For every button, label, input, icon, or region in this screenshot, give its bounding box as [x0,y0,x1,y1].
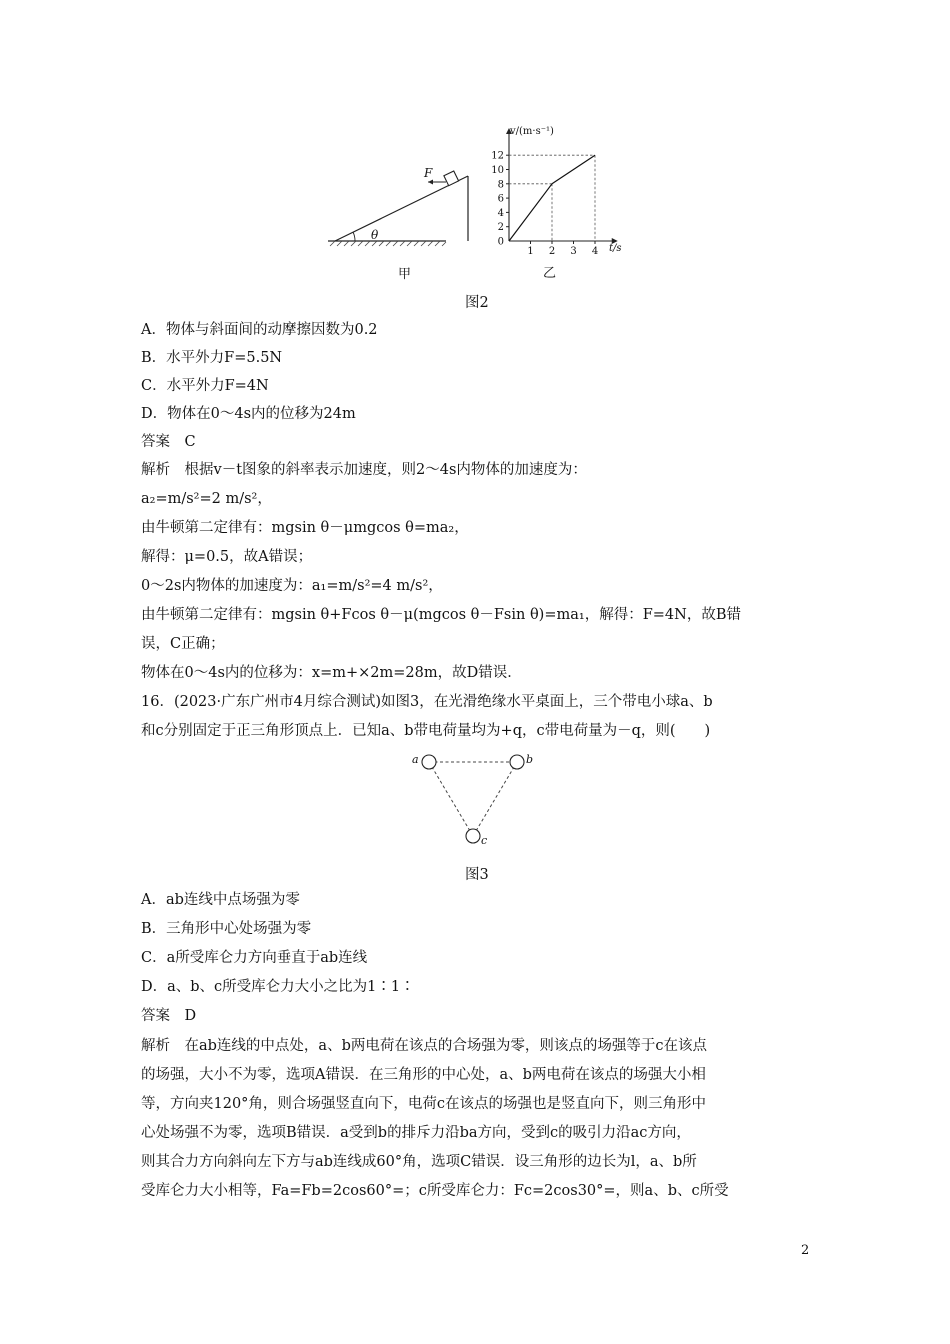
incline-diagram [320,160,480,260]
y-tick-label: 2 [497,222,504,234]
q15-option-a: A．物体与斜面间的动摩擦因数为0.2 [141,322,378,338]
q16-option-b: B．三角形中心处场强为零 [141,921,312,937]
charge-b [510,755,524,769]
q16-analysis-line: 解析 在ab连线的中点处，a、b两电荷在该点的合场强为零，则该点的场强等于c在该点 [141,1038,707,1054]
y-tick-label: 12 [491,150,504,162]
q15-answer: 答案 C [141,434,196,450]
series-segment [552,155,595,184]
charge-a-label: a [412,753,419,766]
q15-analysis-line: 由牛顿第二定律有：mgsin θ+Fcos θ－μ(mgcos θ－Fsin θ)=ma₁，解得：F=4N，故B错 [141,607,741,623]
x-tick-label: 4 [591,246,599,255]
q16-analysis-line: 受库仑力大小相等，Fa=Fb=2cos60°=；c所受库仑力：Fc=2cos30°=，则a、b、c所受 [141,1183,729,1199]
force-label: F [424,166,433,180]
figure3-caption: 图3 [465,867,489,883]
y-tick-label: 10 [491,165,504,176]
q16-answer: 答案 D [141,1008,197,1024]
y-tick-label: 0 [497,236,504,248]
q16-stem-line: 和c分别固定于正三角形顶点上．已知a、b带电荷量均为+q，c带电荷量为－q，则( ) [141,723,711,739]
figure2-caption: 图2 [465,295,489,311]
q16-option-d: D．a、b、c所受库仑力大小之比为1∶1∶ [141,979,415,995]
q16-analysis-line: 心处场强不为零，选项B错误．a受到b的排斥力沿ba方向，受到c的吸引力沿ac方向， [141,1125,691,1141]
q16-analysis-line: 的场强，大小不为零，选项A错误．在三角形的中心处，a、b两电荷在该点的场强大小相 [141,1067,706,1083]
vt-graph [480,125,630,255]
y-tick-label: 6 [497,193,504,205]
q15-option-b: B．水平外力F=5.5N [141,350,283,366]
charge-b-label: b [526,753,534,766]
q16-analysis-line: 则其合力方向斜向左下方与ab连线成60°角，选项C错误．设三角形的边长为l，a、b所 [141,1154,697,1170]
q16-option-c: C．a所受库仑力方向垂直于ab连线 [141,950,368,966]
page-number: 2 [801,1243,810,1258]
x-axis-label: t/s [609,243,622,254]
q15-analysis-line: 0～2s内物体的加速度为：a₁=m/s²=4 m/s²， [141,578,443,594]
x-tick-label: 1 [527,246,534,255]
charge-a [422,755,436,769]
charge-triangle-diagram [405,752,545,852]
yi-label: 乙 [543,266,557,281]
x-tick-label: 2 [548,246,556,255]
angle-label: θ [371,228,379,242]
q15-analysis-line: a₂=m/s²=2 m/s²， [141,491,272,507]
q15-analysis-line: 物体在0～4s内的位移为：x=m+×2m=28m，故D错误． [141,665,522,681]
y-tick-label: 8 [497,179,504,191]
q15-analysis-line: 由牛顿第二定律有：mgsin θ－μmgcos θ=ma₂， [141,520,469,536]
q15-analysis-line: 解得：μ=0.5，故A错误； [141,549,313,565]
jia-label: 甲 [398,267,412,282]
q15-option-d: D．物体在0～4s内的位移为24m [141,406,356,422]
charge-c-label: c [481,834,488,847]
series-segment [509,184,552,241]
x-tick-label: 3 [570,246,577,255]
q16-analysis-line: 等，方向夹120°角，则合场强竖直向下，电荷c在该点的场强也是竖直向下，则三角形中 [141,1096,707,1112]
q16-option-a: A．ab连线中点场强为零 [141,892,300,908]
q15-option-c: C．水平外力F=4N [141,378,269,394]
y-tick-label: 4 [497,207,504,219]
q16-stem-line: 16．(2023·广东广州市4月综合测试)如图3，在光滑绝缘水平桌面上，三个带电小球a、b [141,694,713,710]
charge-c [466,829,480,843]
y-axis-label: v/(m·s⁻¹) [510,126,554,137]
q15-analysis-line: 解析 根据v－t图象的斜率表示加速度，则2～4s内物体的加速度为： [141,462,587,478]
q15-analysis-line: 误，C正确； [141,636,225,652]
